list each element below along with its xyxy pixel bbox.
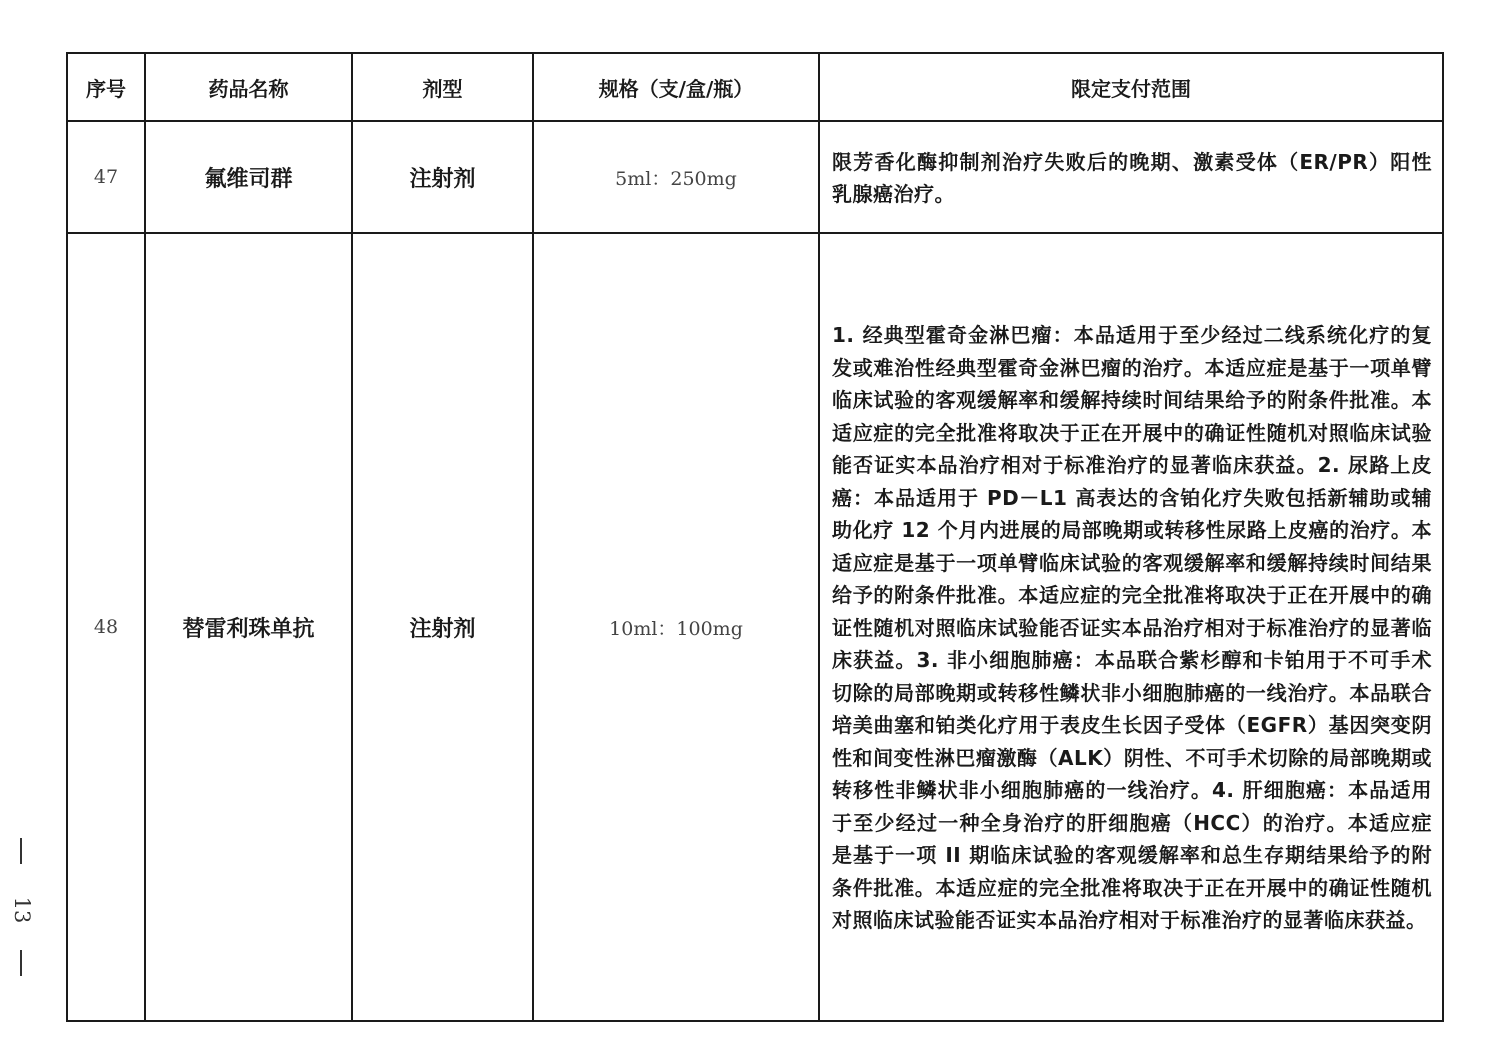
page-number-dash-bottom bbox=[20, 950, 22, 976]
payment-scope: 1. 经典型霍奇金淋巴瘤：本品适用于至少经过二线系统化疗的复发或难治性经典型霍奇金淋巴瘤的治疗。本适应症是基于一项单臂临床试验的客观缓解率和缓解持续时间结果给予的附条件批准。本适应症的完全批准将取决于正在开展中的确证性随机对照临床试验能否证实本品治疗相对于标准治疗的显著临床获益。2. 尿路上皮癌：本品适用于 PD－L1 高表达的含铂化疗失败包括新辅助或辅助化疗 12 个月内进展的局部晚期或转移性尿路上皮癌的治疗。本适应症是基于一项单臂临床试验的客观缓解率和缓解持续时间结果给予的附条件批准。本适应症的完全批准将取决于正在开展中的确证性随机对照临床试验能否证实本品治疗相对于标准治疗的显著临床获益。3. 非小细胞肺癌：本品联合紫杉醇和卡铂用于不可手术切除的局部晚期或转移性鳞状非小细胞肺癌的一线治疗。本品联合培美曲塞和铂类化疗用于表皮生长因子受体（EGFR）基因突变阴性和间变性淋巴瘤激酶（ALK）阴性、不可手术切除的局部晚期或转移性非鳞状非小细胞肺癌的一线治疗。4. 肝细胞癌：本品适用于至少经过一种全身治疗的肝细胞癌（HCC）的治疗。本适应症是基于一项 II 期临床试验的客观缓解率和总生存期结果给予的附条件批准。本适应症的完全批准将取决于正在开展中的确证性随机对照临床试验能否证实本品治疗相对于标准治疗的显著临床获益。 bbox=[819, 233, 1443, 1021]
header-specification: 规格（支/盒/瓶） bbox=[533, 53, 819, 121]
drug-table bbox=[66, 52, 1444, 1022]
table-header-row bbox=[67, 53, 1443, 121]
payment-scope: 限芳香化酶抑制剂治疗失败后的晚期、激素受体（ER/PR）阳性乳腺癌治疗。 bbox=[819, 121, 1443, 233]
page-number-value: 13 bbox=[10, 896, 34, 924]
page-number bbox=[10, 838, 38, 988]
dosage-form: 注射剂 bbox=[352, 233, 533, 1021]
dosage-form: 注射剂 bbox=[352, 121, 533, 233]
header-drug-name: 药品名称 bbox=[145, 53, 352, 121]
row-number: 47 bbox=[67, 121, 145, 233]
specification: 5ml：250mg bbox=[533, 121, 819, 233]
drug-name: 替雷利珠单抗 bbox=[145, 233, 352, 1021]
header-no: 序号 bbox=[67, 53, 145, 121]
row-number: 48 bbox=[67, 233, 145, 1021]
table-row bbox=[67, 121, 1443, 233]
header-dosage-form: 剂型 bbox=[352, 53, 533, 121]
specification: 10ml：100mg bbox=[533, 233, 819, 1021]
header-payment-scope: 限定支付范围 bbox=[819, 53, 1443, 121]
drug-name: 氟维司群 bbox=[145, 121, 352, 233]
table-row bbox=[67, 233, 1443, 1021]
page-number-dash-top bbox=[20, 838, 22, 864]
